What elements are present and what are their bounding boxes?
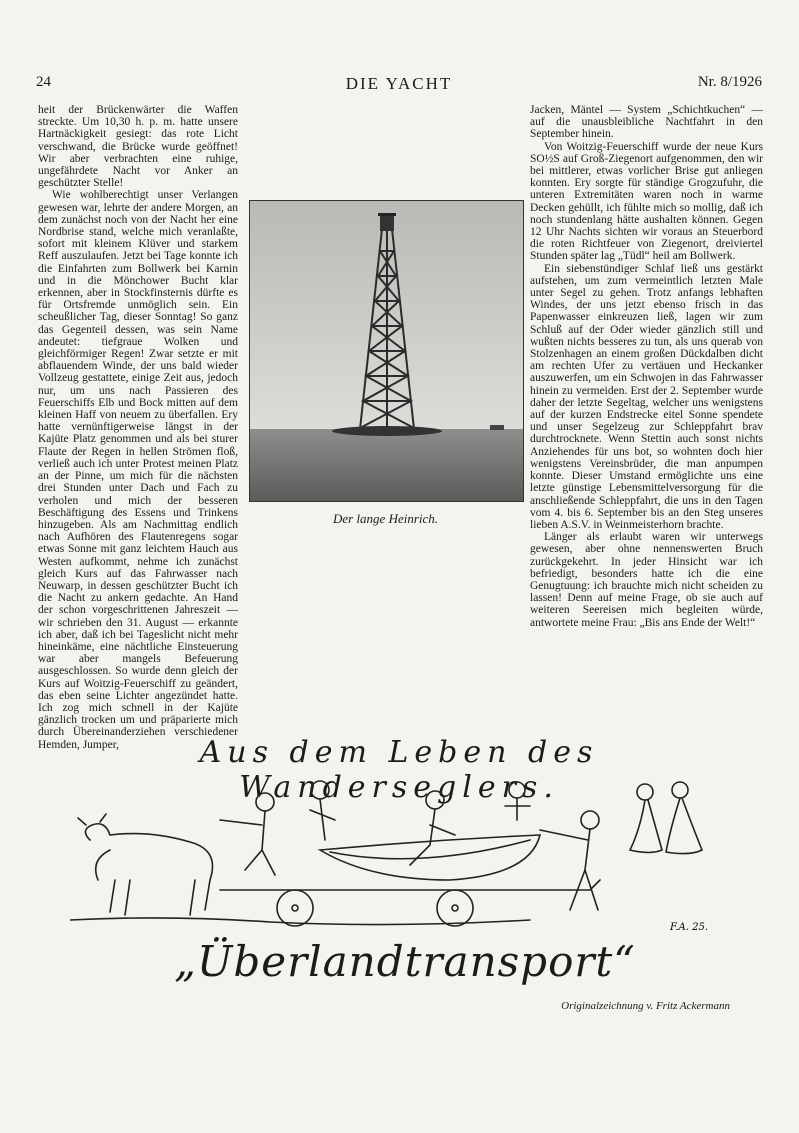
page-number: 24 <box>36 74 51 90</box>
lighthouse-photo-image <box>250 201 523 501</box>
cartoon-credit: Originalzeichnung v. Fritz Ackermann <box>561 1000 730 1012</box>
cartoon-drawing <box>70 780 750 940</box>
magazine-title: DIE YACHT <box>345 74 453 93</box>
article-paragraph: Ein siebenstündiger Schlaf ließ uns gestärkt aufstehen, um zum vermeintlich letzten Male unter Segel zu gehen. Trotz anfangs lebhaften Windes, der uns jetzt ebenso frisch in das Papenwasser einkreuzen ließ, lagen wir zum Schluß auf der Oder wieder gänzlich still und wußten nichts besseres zu tun, als uns querab von Stolzenhagen an einem großen Dückdalben dicht am rechten Ufer zu vertäuen und Heckanker auszuwerfen, um ein Schwojen in das Fahrwasser hinein zu vermeiden. Erst der 2. September wurde daher der letzte Segeltag, welcher uns wenigstens auf der kurzen Endstrecke eitel Sonne spendete und unser Segelzeug zur Schleppfahrt brav durchtrocknete. Wenn Stettin auch sonst nichts Anziehendes für uns bot, so wohnten doch hier wenigstens Vereinsbrüder, die man anpumpen konnte. Dieser Umstand ermöglichte uns eine letzte günstige Lebensmittelversorgung für die anschließende Schleppfahrt, die uns in den Tagen vom 4. bis 6. September bis an den Steg unseres lieben A.S.V. in Weinmeisterhorn brachte. <box>530 262 763 531</box>
cartoon-illustration <box>70 780 750 940</box>
lighthouse-photo <box>249 200 524 502</box>
article-paragraph: Von Woitzig-Feuerschiff wurde der neue Kurs SO½S auf Groß-Ziegenort aufgenommen, den wir bei mittlerer, etwas vorlicher Brise gut anliegen konnten. Ery sorgte für ständige Grogzufuhr, die unteren Extremitäten waren noch in warme Decken gehüllt, ich fühlte mich so mollig, daß ich noch stundenlang hätte aushalten können. Gegen 12 Uhr Nachts sichten wir voraus an Steuerbord die roten Richtfeuer von Ziegenort, dreiviertel Stunden später lag „Tüdl“ heil am Bollwerk. <box>530 140 763 263</box>
article-right-column <box>530 104 763 629</box>
article-left-column <box>38 104 238 751</box>
cartoon-signature: F.A. 25. <box>670 922 709 933</box>
article-paragraph: Jacken, Mäntel — System „Schichtkuchen“ — auf die unausbleibliche Nachtfahrt in den September hinein. <box>530 104 763 141</box>
article-paragraph: heit der Brückenwärter die Waffen streckte. Um 10,30 h. p. m. hatte unsere Hartnäckigkeit gesiegt: das rote Licht verschwand, die Brücke wurde geöffnet! Wir aber verbrachten eine ruhige, ungefährdete Nacht vor Anker an geschützter Stelle! <box>38 104 238 190</box>
cartoon-banner: Aus dem Leben des Wanderseglers. <box>199 735 599 805</box>
article-paragraph: Länger als erlaubt waren wir unterwegs gewesen, aber ohne nennenswerten Bruch zurückgekehrt. In jeder Hinsicht war ich befriedigt, besonders hatte ich die eine Genugtuung: ich brauchte mich nicht scheiden zu lassen! Denn auf meine Frage, ob sie auch auf weiteren Seereisen mich begleiten würde, antwortete meine Frau: „Bis ans Ende der Welt!“ <box>530 531 763 629</box>
page-header <box>36 74 762 96</box>
photo-caption: Der lange Heinrich. <box>332 511 439 526</box>
issue-number: Nr. 8/1926 <box>697 74 762 90</box>
article-paragraph: Wie wohlberechtigt unser Verlangen gewesen war, lehrte der andere Morgen, an dem zunächst noch von der Nacht her eine Nordbrise stand, welche mich veranlaßte, sofort mit kleinem Klüver und starkem Reff auszulaufen. Jetzt bei Tage konnte ich die Einfahrten zum Bollwerk bei Karnin und in die Mönchower Bucht klar erkennen, aber in Stockfinsternis dürfte es für Ortsfremde unmöglich sein. Ein scheußlicher Tag, dieser Sonntag! So ganz das Gegenteil dessen, was sein Name andeutet: tiefgraue Wolken und gleichförmiger Regen! Zwar setzte er mit abflauendem Winde, der uns bald wieder Vollzeug gestattete, einige Zeit aus, jedoch nur, um uns nach Passieren des Feuerschiffs Elb und Bock mitten auf dem kleinen Haff von neuem zu überfallen. Ery hatte vernünftigerweise längst in der Kajüte Platz genommen und als bei sturer Flaute der Regen in hellen Strömen floß, verließ auch ich unter Protest meinen Platz an der Pinne, um mich für die nächsten drei Stunden unter Dach und Fach zu verholen und mich der besseren Beschäftigung des Essens und Trinkens hinzugeben. Als am Nachmittag endlich nach Aufhören des Flautenregens sogar etwas Sonne mit ganz leichtem Hauch aus Westen aufkommt, nehme ich zunächst gleich Kurs auf das Fahrwasser nach Neuwarp, in dessen geschützter Bucht ich die Nacht zu ankern gedachte. An Hand der schon vorgeschrittenen Jahreszeit — wir schrieben den 31. August — erkannte ich aber, daß ich bei Tageslicht nicht mehr hineinkäme, eine nächtliche Einsteuerung war aber mangels Befeuerung ausgeschlossen. So wurde denn gleich der Kurs auf Woitzig-Feuerschiff zu geändert, das eben seine Lichter angezündet hatte. Ich zog mich schnell in der Kajüte gänzlich trocken um und präparierte mich durch Übereinanderziehen verschiedener Hemden, Jumper, <box>38 189 238 751</box>
cartoon-title: „Überlandtransport“ <box>174 937 636 986</box>
